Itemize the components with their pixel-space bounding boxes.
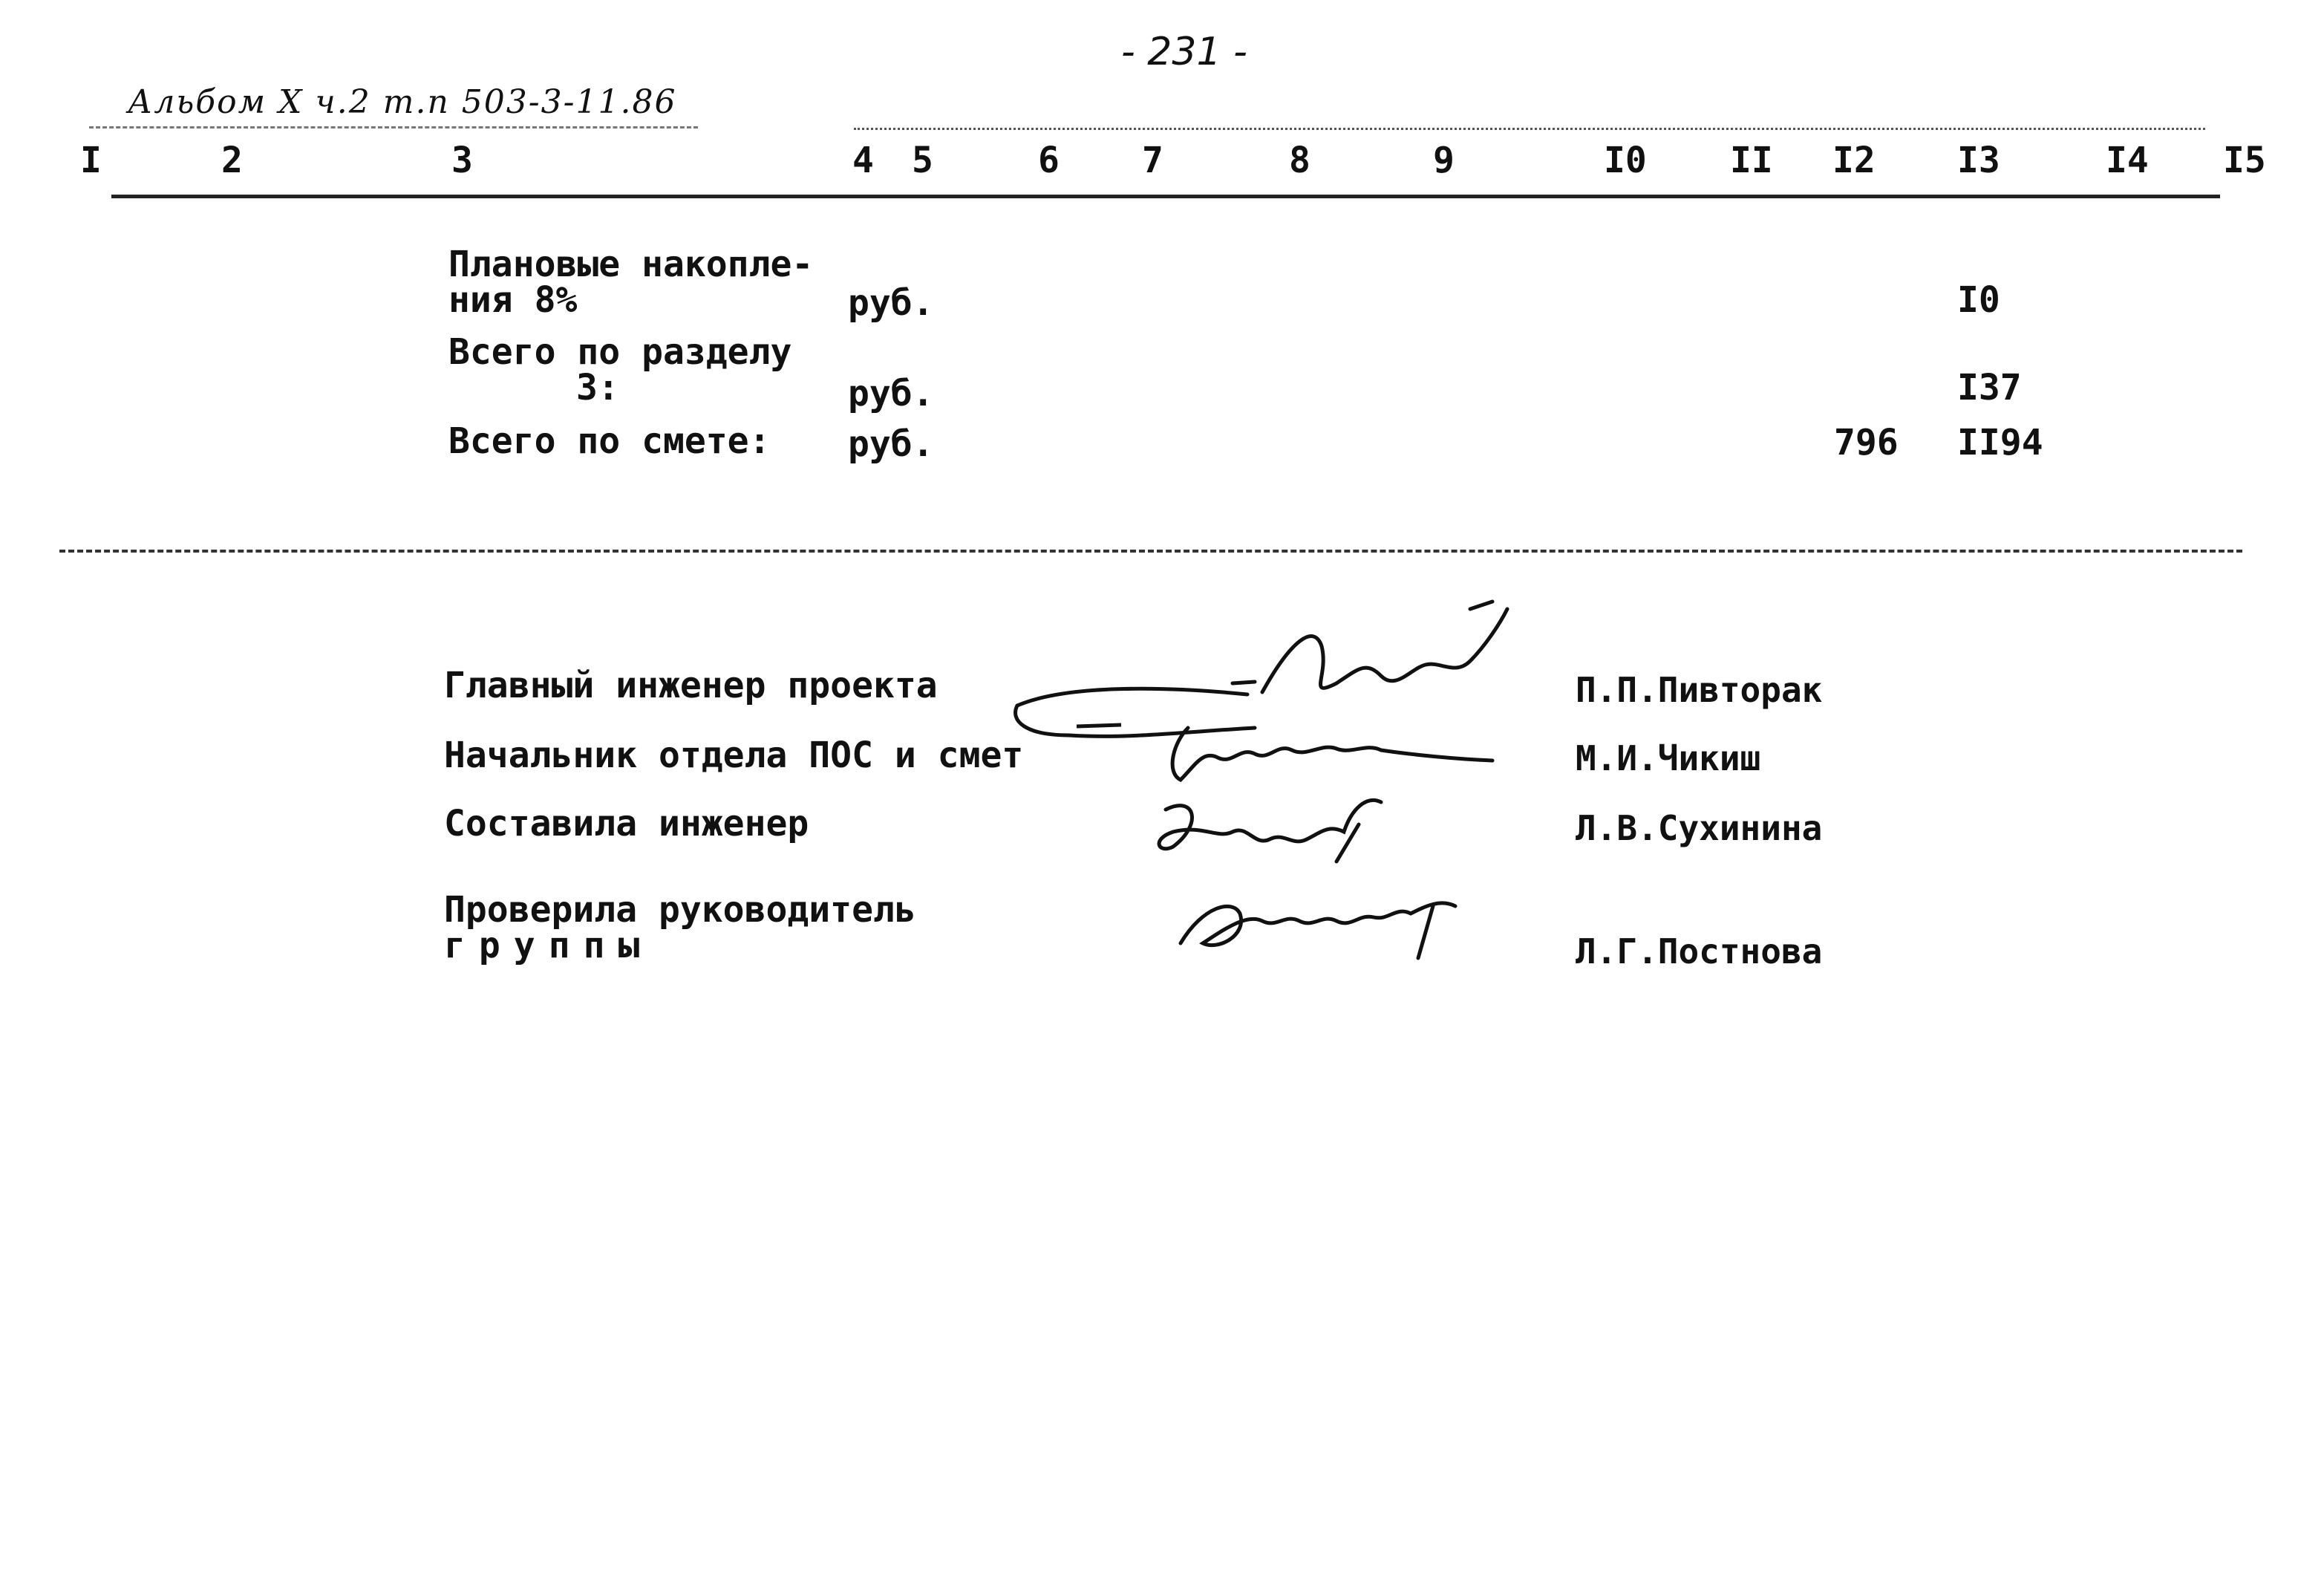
- row-col13-value: I37: [1957, 367, 2022, 408]
- row-label-line2: 3:: [576, 367, 619, 408]
- row-unit: руб.: [848, 423, 934, 465]
- column-number: I5: [2223, 140, 2266, 181]
- column-number: 6: [1038, 140, 1060, 181]
- table-bottom-rule: [59, 550, 2242, 553]
- album-reference: Альбом X ч.2 т.п 503-3-11.86: [128, 83, 677, 121]
- column-number: 4: [852, 140, 874, 181]
- signature-role: Начальник отдела ПОС и смет: [444, 735, 1024, 776]
- row-col13-value: II94: [1957, 422, 2043, 463]
- signature-name: П.П.Пивторак: [1576, 670, 1823, 710]
- signature-name: М.И.Чикиш: [1576, 738, 1761, 778]
- signature-role: Главный инженер проекта: [444, 665, 938, 706]
- signature-role: Составила инженер: [444, 803, 809, 844]
- signature-name: Л.Г.Постнова: [1576, 931, 1823, 971]
- column-number: 2: [221, 140, 243, 181]
- row-label-line1: Всего по разделу: [448, 331, 792, 373]
- signature-role: Проверила руководитель: [444, 889, 916, 931]
- page-number: - 231 -: [1121, 30, 1247, 74]
- row-col12-value: 796: [1834, 422, 1899, 463]
- column-number: 8: [1289, 140, 1310, 181]
- row-label-line2: ния 8%: [448, 279, 578, 321]
- row-col13-value: I0: [1957, 279, 2000, 321]
- column-number: I0: [1604, 140, 1647, 181]
- handwritten-signature-compiler: [1143, 780, 1396, 876]
- signature-role-line2: группы: [444, 925, 653, 966]
- header-rule: [111, 195, 2220, 198]
- column-number: 5: [912, 140, 933, 181]
- column-number: II: [1730, 140, 1773, 181]
- row-label-line1: Всего по смете:: [448, 420, 771, 462]
- column-number: 3: [451, 140, 473, 181]
- column-number: 9: [1433, 140, 1455, 181]
- column-number: I: [80, 140, 102, 181]
- header-dotted-rule: [854, 128, 2205, 130]
- row-unit: руб.: [848, 282, 934, 324]
- signature-name: Л.В.Сухинина: [1576, 808, 1823, 848]
- album-reference-underline: [89, 126, 698, 128]
- column-number: I4: [2106, 140, 2149, 181]
- handwritten-signature-group-leader: [1173, 884, 1470, 973]
- row-label-line1: Плановые накопле-: [448, 244, 814, 285]
- row-unit: руб.: [848, 373, 934, 414]
- column-number: 7: [1142, 140, 1163, 181]
- column-number: I3: [1957, 140, 2000, 181]
- column-number: I2: [1832, 140, 1876, 181]
